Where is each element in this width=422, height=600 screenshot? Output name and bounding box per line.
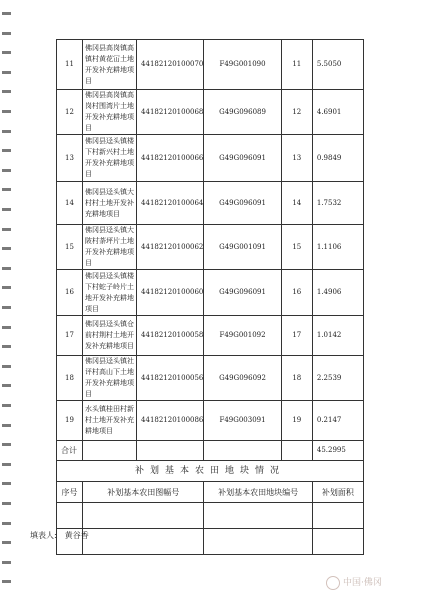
- row-area: 5.5050: [312, 40, 363, 90]
- row-code: 44182120100056: [137, 356, 204, 401]
- farmland-table: [56, 39, 364, 555]
- row-area: 1.4906: [312, 270, 363, 316]
- row-plot: 17: [281, 316, 312, 356]
- row-area: 0.9849: [312, 135, 363, 182]
- table-row: [57, 225, 364, 270]
- row-map: G49G096092: [204, 356, 281, 401]
- binder-hole: [2, 424, 11, 427]
- row-name: 佛冈县迳头镇社评村高山下土地开发补充耕地项目: [83, 356, 137, 401]
- row-plot: 14: [281, 182, 312, 225]
- row-no: 11: [57, 40, 83, 90]
- binder-hole: [2, 12, 11, 15]
- binder-hole: [2, 286, 11, 289]
- header-area: 补划面积: [312, 482, 363, 503]
- row-plot: 16: [281, 270, 312, 316]
- row-plot: 18: [281, 356, 312, 401]
- binder-hole: [2, 561, 11, 564]
- binder-hole: [2, 443, 11, 446]
- watermark-text: 中国·佛冈: [343, 578, 382, 588]
- row-area: 1.1106: [312, 225, 363, 270]
- binder-hole: [2, 404, 11, 407]
- table-row: [57, 316, 364, 356]
- row-plot: 13: [281, 135, 312, 182]
- binder-hole: [2, 482, 11, 485]
- row-name: 佛冈县迳头镇大陂村荼坪片土地开发补充耕地项目: [83, 225, 137, 270]
- binder-hole: [2, 208, 11, 211]
- binder-hole: [2, 326, 11, 329]
- binder-hole: [2, 32, 11, 35]
- row-no: 12: [57, 90, 83, 135]
- header-plot: 补划基本农田地块编号: [204, 482, 312, 503]
- row-name: 佛冈县高岗镇高镇村黄花冚土地开发补充耕地项目: [83, 40, 137, 90]
- binder-holes: [0, 0, 14, 600]
- row-code: 44182120100060: [137, 270, 204, 316]
- supplement-empty-row: [57, 529, 364, 555]
- table-row: [57, 40, 364, 90]
- row-area: 1.7532: [312, 182, 363, 225]
- row-map: G49G096091: [204, 135, 281, 182]
- watermark-seal-icon: [326, 576, 340, 590]
- row-code: 44182120100086: [137, 401, 204, 441]
- row-code: 44182120100064: [137, 182, 204, 225]
- row-code: 44182120100070: [137, 40, 204, 90]
- table-row: [57, 401, 364, 441]
- row-plot: 12: [281, 90, 312, 135]
- row-map: G49G001091: [204, 225, 281, 270]
- header-no: 序号: [57, 482, 83, 503]
- row-no: 13: [57, 135, 83, 182]
- filler-name: 黄谷香: [64, 531, 89, 540]
- row-area: 4.6901: [312, 90, 363, 135]
- row-no: 18: [57, 356, 83, 401]
- binder-hole: [2, 247, 11, 250]
- row-no: 16: [57, 270, 83, 316]
- row-code: 44182120100058: [137, 316, 204, 356]
- row-plot: 15: [281, 225, 312, 270]
- row-map: F49G001092: [204, 316, 281, 356]
- total-label: 合计: [57, 441, 83, 461]
- row-map: F49G001090: [204, 40, 281, 90]
- binder-hole: [2, 267, 11, 270]
- row-name: 佛冈县迳头镇楼下村新兴村土地开发补充耕地项目: [83, 135, 137, 182]
- row-map: G49G096091: [204, 270, 281, 316]
- row-no: 14: [57, 182, 83, 225]
- binder-hole: [2, 51, 11, 54]
- row-name: 佛冈县迳头镇大村村土地开发补充耕地项目: [83, 182, 137, 225]
- row-plot: 11: [281, 40, 312, 90]
- row-name: 水头镇桂田村新村土地开发补充耕地项目: [83, 401, 137, 441]
- binder-hole: [2, 169, 11, 172]
- filler-label: 填表人:: [30, 531, 57, 540]
- binder-hole: [2, 149, 11, 152]
- row-code: 44182120100068: [137, 90, 204, 135]
- supplement-title: 补划基本农田地块情况: [57, 461, 364, 482]
- row-code: 44182120100066: [137, 135, 204, 182]
- row-map: F49G003091: [204, 401, 281, 441]
- table-row: [57, 182, 364, 225]
- binder-hole: [2, 345, 11, 348]
- row-area: 0.2147: [312, 401, 363, 441]
- total-row: [57, 441, 364, 461]
- binder-hole: [2, 541, 11, 544]
- row-no: 19: [57, 401, 83, 441]
- watermark: [326, 575, 382, 590]
- filler-line: [30, 530, 89, 541]
- table-row: [57, 356, 364, 401]
- binder-hole: [2, 130, 11, 133]
- binder-hole: [2, 228, 11, 231]
- binder-hole: [2, 306, 11, 309]
- supplement-empty-row: [57, 503, 364, 529]
- row-name: 佛冈县迳头镇仓前村荆村土地开发补充耕地项目: [83, 316, 137, 356]
- total-area: 45.2995: [312, 441, 363, 461]
- row-name: 佛冈县高岗镇高岗村围湾片土地开发补充耕地项目: [83, 90, 137, 135]
- row-area: 1.0142: [312, 316, 363, 356]
- row-name: 佛冈县迳头镇楼下村蛇子岭片土地开发补充耕地项目: [83, 270, 137, 316]
- binder-hole: [2, 384, 11, 387]
- binder-hole: [2, 522, 11, 525]
- row-plot: 19: [281, 401, 312, 441]
- row-map: G49G096091: [204, 182, 281, 225]
- supplement-header-row: [57, 482, 364, 503]
- binder-hole: [2, 502, 11, 505]
- table-row: [57, 90, 364, 135]
- binder-hole: [2, 110, 11, 113]
- row-map: G49G096089: [204, 90, 281, 135]
- binder-hole: [2, 188, 11, 191]
- row-area: 2.2539: [312, 356, 363, 401]
- row-code: 44182120100062: [137, 225, 204, 270]
- table-row: [57, 135, 364, 182]
- binder-hole: [2, 580, 11, 583]
- table-row: [57, 270, 364, 316]
- row-no: 15: [57, 225, 83, 270]
- row-no: 17: [57, 316, 83, 356]
- binder-hole: [2, 90, 11, 93]
- binder-hole: [2, 463, 11, 466]
- binder-hole: [2, 365, 11, 368]
- binder-hole: [2, 71, 11, 74]
- header-map: 补划基本农田图幅号: [83, 482, 204, 503]
